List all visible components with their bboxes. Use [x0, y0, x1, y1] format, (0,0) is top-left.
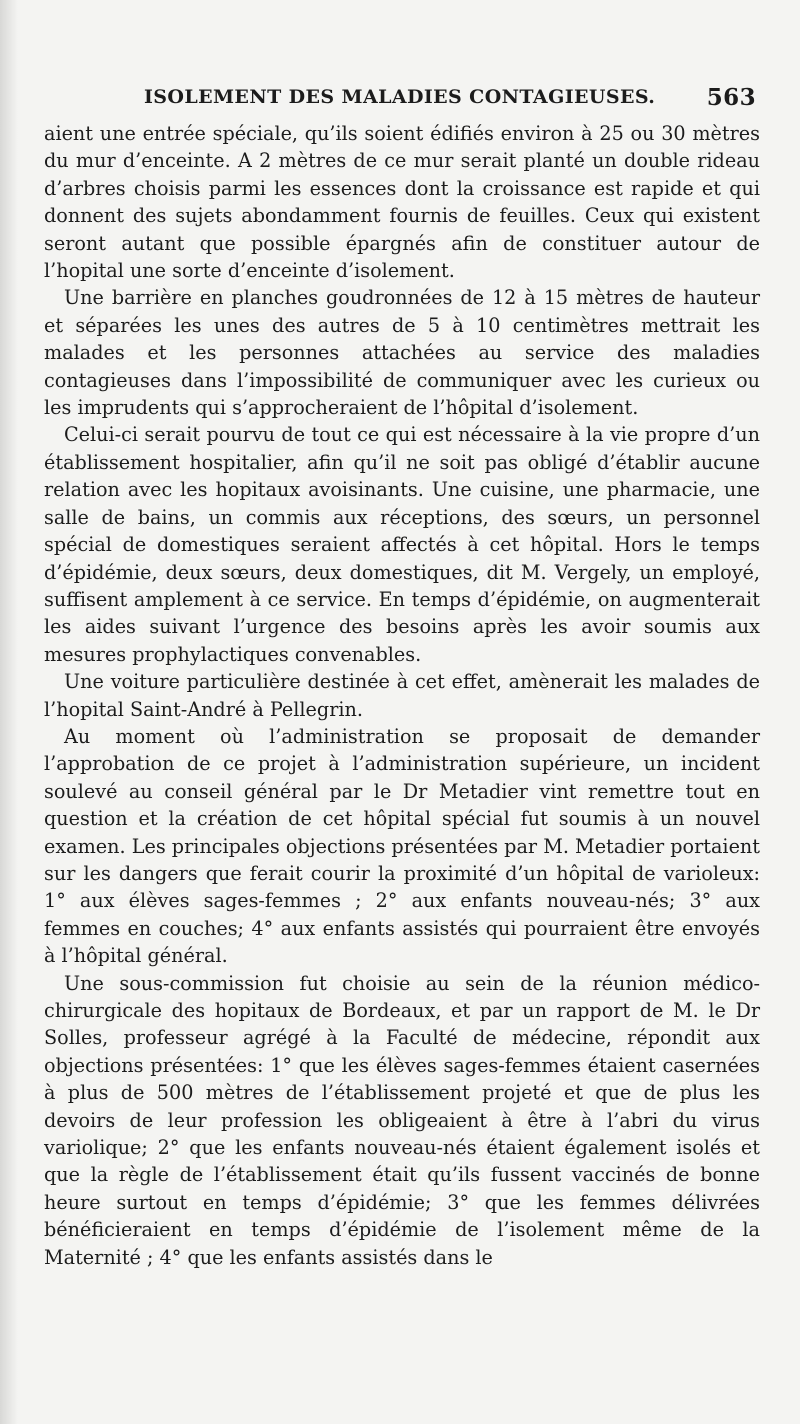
paragraph: Au moment où l’administration se proposait de demander l’approbation de ce projet à l’administration supérieure, un incident soulevé au conseil général par le Dr Metadier vint remettre tout en question et la création de cet hôpital spécial fut soumis à un nouvel examen. Les principales objections présentées par M. Metadier portaient sur les dangers que ferait courir la proximité d’un hôpital de varioleux: 1° aux élèves sages-femmes ; 2° aux enfants nouveau-nés; 3° aux femmes en couches; 4° aux enfants assistés qui pourraient être envoyés à l’hôpital général. [44, 724, 760, 968]
paragraph: Une voiture particulière destinée à cet effet, amènerait les malades de l’hopital Saint-André à Pellegrin. [44, 670, 760, 721]
page-edge-shadow [0, 0, 18, 1424]
page-header [44, 86, 760, 120]
paragraph-continuation: aient une entrée spéciale, qu’ils soient édifiés environ à 25 ou 30 mètres du mur d’enceinte. A 2 mètres de ce mur serait planté un double rideau d’arbres choisis parmi les essences dont la croissance est rapide et qui donnent des sujets abondamment fournis de feuilles. Ceux qui existent seront autant que possible épargnés afin de constituer autour de l’hopital une sorte d’enceinte d’isolement. [44, 122, 760, 283]
paragraph: Une sous-commission fut choisie au sein de la réunion médico-chirurgicale des hopitaux de Bordeaux, et par un rapport de M. le Dr Solles, professeur agrégé à la Faculté de médecine, répondit aux objections présentées: 1° que les élèves sages-femmes étaient casernées à plus de 500 mètres de l’établissement projeté et que de plus les devoirs de leur profession les obligeaient à être à l’abri du virus variolique; 2° que les enfants nouveau-nés étaient également isolés et que la règle de l’établissement était qu’ils fussent vaccinés de bonne heure surtout en temps d’épidémie; 3° que les femmes délivrées bénéficieraient en temps d’épidémie de l’isolement même de la Maternité ; 4° que les enfants assistés dans le [44, 971, 760, 1269]
body-text [44, 120, 760, 1271]
page-number: 563 [706, 84, 756, 111]
paragraph: Celui-ci serait pourvu de tout ce qui est nécessaire à la vie propre d’un établissement hospitalier, afin qu’il ne soit pas obligé d’établir aucune relation avec les hopitaux avoisinants. Une cuisine, une pharmacie, une salle de bains, un commis aux réceptions, des sœurs, un personnel spécial de domestiques seraient affectés à cet hôpital. Hors le temps d’épidémie, deux sœurs, deux domestiques, dit M. Vergely, un employé, suffisent amplement à ce service. En temps d’épidémie, on augmenterait les aides suivant l’urgence des besoins après les avoir soumis aux mesures prophylactiques convenables. [44, 423, 760, 666]
paragraph: Une barrière en planches goudronnées de 12 à 15 mètres de hauteur et séparées les unes des autres de 5 à 10 centimètres mettrait les malades et les personnes attachées au service des maladies contagieuses dans l’impossibilité de communiquer avec les curieux ou les imprudents qui s’approcheraient de l’hôpital d’isolement. [44, 286, 760, 420]
running-title: ISOLEMENT DES MALADIES CONTAGIEUSES. [144, 86, 656, 108]
